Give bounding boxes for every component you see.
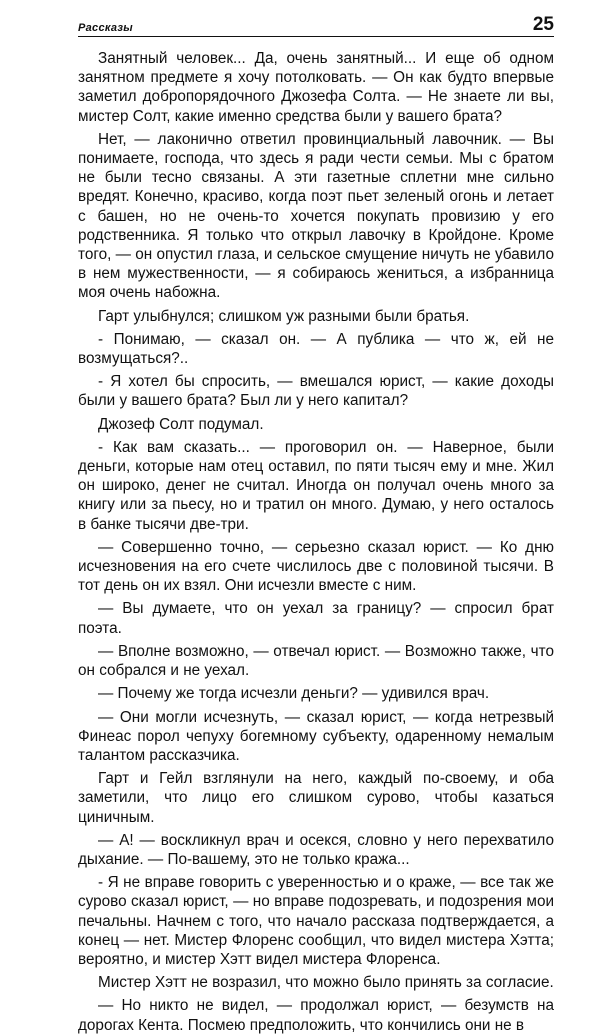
paragraph: Гарт и Гейл взглянули на него, каждый по-своему, и оба заметили, что лицо его слишком сурово, чтобы казаться циничным.	[78, 770, 554, 826]
paragraph: - Я хотел бы спросить, — вмешался юрист, — какие доходы были у вашего брата? Был ли у него капитал?	[78, 373, 554, 410]
paragraph: — Вы думаете, что он уехал за границу? — спросил брат поэта.	[78, 600, 554, 637]
running-head: Рассказы	[78, 22, 133, 34]
paragraph: - Я не вправе говорить с уверенностью и о краже, — все так же сурово сказал юрист, — но вправе подозревать, и подозрения мои печальны. Начнем с того, что начало рассказа подтверждается, а конец — нет. Мистер Флоренс сообщил, что видел мистера Хэтта; вероятно, и мистер Хэтт видел мистера Флоренса.	[78, 874, 554, 968]
paragraph: Нет, — лаконично ответил провинциальный лавочник. — Вы понимаете, господа, что здесь я ради чести семьи. Мы с братом не были тесно связаны. А эти газетные сплетни мне сильно вредят. Конечно, красиво, когда поэт пьет зеленый огонь и летает с башен, но не очень-то хочется покупать провизию у его родственника. Я только что открыл лавочку в Кройдоне. Кроме того, — он опустил глаза, и сельское смущение ничуть не убавило в нем мужественности, — я собираюсь жениться, а избранница моя очень набожна.	[78, 130, 554, 302]
paragraph: — Но никто не видел, — продолжал юрист, — безумств на дорогах Кента. Посмею предположить, что кончились они не в	[78, 997, 554, 1034]
paragraph: — А! — воскликнул врач и осекся, словно у него перехватило дыхание. — По-вашему, это не только кража...	[78, 831, 554, 868]
paragraph: - Как вам сказать... — проговорил он. — Наверное, были деньги, которые нам отец оставил, по пяти тысяч ему и мне. Жил он широко, денег не считал. Иногда он получал очень много за книгу или за пьесу, но и тратил он много. Думаю, у него осталось в банке тысячи две-три.	[78, 438, 554, 533]
paragraph: Мистер Хэтт не возразил, что можно было принять за согласие.	[98, 974, 554, 992]
paragraph: — Они могли исчезнуть, — сказал юрист, — когда нетрезвый Финеас порол чепуху богемному субъекту, одаренному немалым талантом рассказчика.	[78, 708, 554, 764]
page-header	[78, 12, 554, 37]
paragraph: — Вполне возможно, — отвечал юрист. — Возможно также, что он собрался и не уехал.	[78, 642, 554, 680]
paragraph: — Почему же тогда исчезли деньги? — удивился врач.	[98, 685, 490, 703]
body-text	[78, 49, 554, 1035]
paragraph: Занятный человек... Да, очень занятный... И еще об одном занятном предмете я хочу потолковать. — Он как будто впервые заметил добропорядочного Джозефа Солта. — Не знаете ли вы, мистер Солт, какие именно средства были у вашего брата?	[78, 50, 554, 125]
paragraph: — Совершенно точно, — серьезно сказал юрист. — Ко дню исчезновения на его счете числилось две с половиной тысячи. В тот день он их взял. Они исчезли вместе с ним.	[78, 538, 554, 595]
paragraph: Гарт улыбнулся; слишком уж разными были братья.	[98, 307, 470, 325]
page-number: 25	[532, 14, 554, 35]
paragraph: - Понимаю, — сказал он. — А публика — что ж, ей не возмущаться?..	[78, 330, 554, 368]
paragraph: Джозеф Солт подумал.	[98, 415, 264, 433]
